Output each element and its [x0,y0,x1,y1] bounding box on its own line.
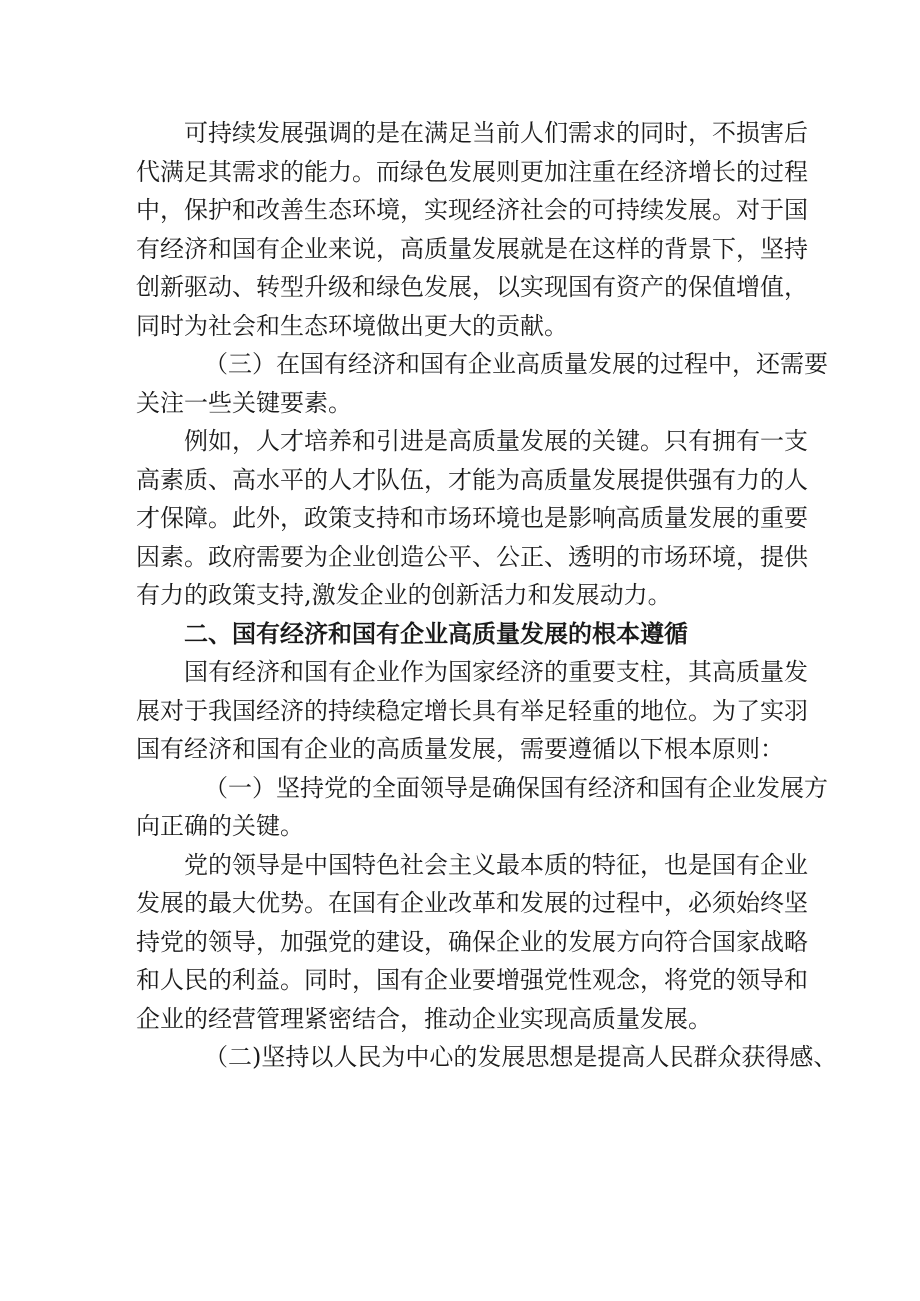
text-line: 国有经济和国有企业作为国家经济的重要支柱，其高质量发 [184,658,808,686]
text-line: 才保障。此外，政策支持和市场环境也是影响高质量发展的重要 [136,504,808,532]
text-line: 高素质、高水平的人才队伍，才能为高质量发展提供强有力的人 [136,465,808,494]
section-title: 二、国有经济和国有企业高质量发展的根本遵循 [184,619,688,648]
subsection-heading [136,345,828,422]
text-line: 党的领导是中国特色社会主义最本质的特征，也是国有企业 [184,850,808,879]
paragraph [136,422,808,615]
text-line: 因素。政府需要为企业创造公平、公正、透明的市场环境，提供 [136,542,808,571]
paragraph [136,846,808,1039]
subsection-heading [136,1038,838,1077]
text-line: 例如，人才培养和引进是高质量发展的关键。只有拥有一支 [184,427,808,455]
text-line: （三）在国有经济和国有企业高质量发展的过程中，还需要 [204,350,828,378]
text-line: 可持续发展强调的是在满足当前人们需求的同时，不损害后 [184,119,808,147]
text-line: 有力的政策支持,激发企业的创新活力和发展动力。 [136,581,672,609]
text-line: 国有经济和国有企业的高质量发展，需要遵循以下根本原则： [136,735,784,763]
text-line: 向正确的关键。 [136,812,304,840]
text-line: （一）坚持党的全面领导是确保国有经济和国有企业发展方 [204,773,828,802]
text-line: 展对于我国经济的持续稳定增长具有举足轻重的地位。为了实羽 [136,696,808,725]
text-line: 创新驱动、转型升级和绿色发展，以实现国有资产的保值增值， [136,273,808,301]
paragraph [136,114,808,345]
text-line: 中，保护和改善生态环境，实现经济社会的可持续发展。对于国 [136,196,808,224]
section-heading [136,615,796,654]
text-line: 持党的领导，加强党的建设，确保企业的发展方向符合国家战略 [136,927,808,956]
text-line: （二)坚持以人民为中心的发展思想是提高人民群众获得感、 [204,1043,838,1071]
text-line: 和人民的利益。同时，国有企业要增强党性观念，将党的领导和 [136,966,808,994]
text-line: 企业的经营管理紧密结合，推动企业实现高质量发展。 [136,1004,712,1033]
text-line: 有经济和国有企业来说，高质量发展就是在这样的背景下，坚持 [136,234,808,263]
text-line: 同时为社会和生态环境做出更大的贡献。 [136,311,568,340]
text-line: 代满足其需求的能力。而绿色发展则更加注重在经济增长的过程 [136,157,808,186]
text-line: 关注一些关键要素。 [136,388,352,417]
subsection-heading [136,769,828,846]
document-body [136,114,838,1077]
paragraph [136,653,808,769]
text-line: 发展的最大优势。在国有企业改革和发展的过程中，必须始终坚 [136,889,808,917]
